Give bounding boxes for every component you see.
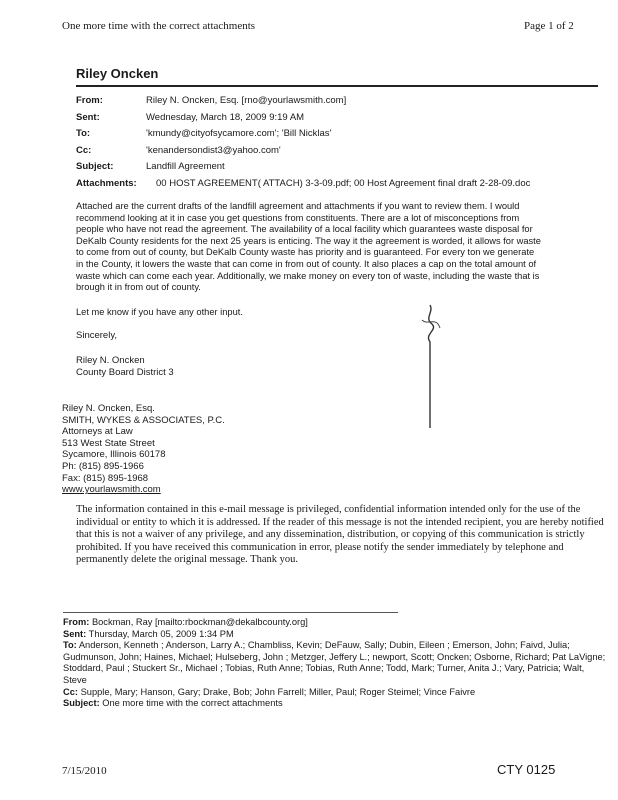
subject-label: Subject: xyxy=(76,161,114,172)
sent-value: Wednesday, March 18, 2009 9:19 AM xyxy=(146,112,305,123)
body-paragraph-2: Let me know if you have any other input. xyxy=(76,307,243,317)
website-link[interactable]: www.yourlawsmith.com xyxy=(62,484,161,496)
firm-line: 513 West State Street xyxy=(62,437,155,449)
forwarded-header xyxy=(63,617,608,710)
signature-name: Riley N. Oncken xyxy=(76,355,145,366)
subject-value: Landfill Agreement xyxy=(146,161,225,172)
fwd-subject-label: Subject: xyxy=(63,698,100,709)
fwd-sent-value: Thursday, March 05, 2009 1:34 PM xyxy=(88,628,234,639)
cc-label: Cc: xyxy=(76,145,92,156)
signature-title: County Board District 3 xyxy=(76,367,174,378)
fwd-from-row xyxy=(63,617,608,629)
firm-line: Sycamore, Illinois 60178 xyxy=(62,449,166,461)
firm-line: Fax: (815) 895-1968 xyxy=(62,472,149,484)
legal-disclaimer: The information contained in this e-mail message is privileged, confidential information intended only for the use of the individual or entity to which it is addressed. If the reader of this message is not the intended recipient, you are hereby notified that this is not a waiver of any privilege, and any dissemination, distribution, or copying of this communication is strictly prohibited. If you have received this communication in error, please notify the sender immediately by telephone and permanently delete the original message. Thank you. xyxy=(76,504,604,565)
firm-line: Attorneys at Law xyxy=(62,426,133,438)
fwd-from-label: From: xyxy=(63,617,90,627)
fwd-sent-row xyxy=(63,629,608,641)
sender-divider xyxy=(76,85,598,87)
from-label: From: xyxy=(76,95,103,106)
firm-line: Riley N. Oncken, Esq. xyxy=(62,403,155,414)
fwd-cc-label: Cc: xyxy=(63,686,78,697)
signature-scribble-icon xyxy=(410,300,450,430)
cc-value: 'kenandersondist3@yahoo.com' xyxy=(146,145,281,156)
forward-divider xyxy=(63,612,398,613)
firm-line: Ph: (815) 895-1966 xyxy=(62,460,144,472)
footer-date: 7/15/2010 xyxy=(62,765,107,777)
to-value: 'kmundy@cityofsycamore.com'; 'Bill Nicklas' xyxy=(146,128,332,139)
closing: Sincerely, xyxy=(76,330,118,341)
fwd-cc-value: Supple, Mary; Hanson, Gary; Drake, Bob; John Farrell; Miller, Paul; Roger Steimel; Vince Faivre xyxy=(80,686,476,697)
fwd-subject-value: One more time with the correct attachments xyxy=(102,698,283,709)
firm-block xyxy=(62,403,225,496)
bates-stamp: CTY 0125 xyxy=(497,762,556,777)
fwd-to-row xyxy=(63,640,608,686)
attachments-label: Attachments: xyxy=(76,178,137,189)
fwd-cc-row xyxy=(63,687,608,699)
sent-label: Sent: xyxy=(76,112,100,123)
fwd-to-label: To: xyxy=(63,640,77,651)
attachments-value: 00 HOST AGREEMENT( ATTACH) 3-3-09.pdf; 00 Host Agreement final draft 2-28-09.doc xyxy=(156,178,531,189)
to-label: To: xyxy=(76,128,91,139)
page-number: Page 1 of 2 xyxy=(524,20,574,32)
from-value: Riley N. Oncken, Esq. [rno@yourlawsmith.com] xyxy=(146,95,347,106)
page-header-subject: One more time with the correct attachments xyxy=(62,20,256,32)
firm-line: SMITH, WYKES & ASSOCIATES, P.C. xyxy=(62,414,225,426)
sender-name: Riley Oncken xyxy=(76,66,159,81)
fwd-sent-label: Sent: xyxy=(63,628,87,639)
fwd-to-value: Anderson, Kenneth ; Anderson, Larry A.; Chambliss, Kevin; DeFauw, Sally; Dubin, Eileen ; Emerson, John; Faivd, Julia; Gudmunson, John; Haines, Michael; Hulseberg, John ; Metzger, Jeffery L.; newport, Scott; Oncken; Osborne, Richard; Pat LaVigne; Stoddard, Paul ; Stuckert Sr., Michael ; Tobias, Ruth Anne; Tobias, Ruth Anne; Todd, Mark; Turner, Anita J.; Vary, Patricia; Walt, Steve xyxy=(63,640,606,685)
fwd-from-value: Bockman, Ray [mailto:rbockman@dekalbcounty.org] xyxy=(91,617,308,627)
fwd-subject-row xyxy=(63,698,608,710)
body-paragraph-1: Attached are the current drafts of the landfill agreement and attachments if you want to review them. I would recommend looking at it in case you get questions from constituents. There are a lot of misconceptions from people who have not read the agreement. The availability of a local facility which guarantees waste disposal for DeKalb County residents for the next 25 years is enticing. The way it the agreement is worded, it allows for waste to come from out of county, but DeKalb County waste has priority and is guaranteed. For every ton we generate in the County, it lowers the waste that can come in from out of county. It also places a cap on the total amount of waste which can come each year. Additionally, we make money on every ton of waste, including the waste that is brough it in from out of county. xyxy=(76,201,541,293)
